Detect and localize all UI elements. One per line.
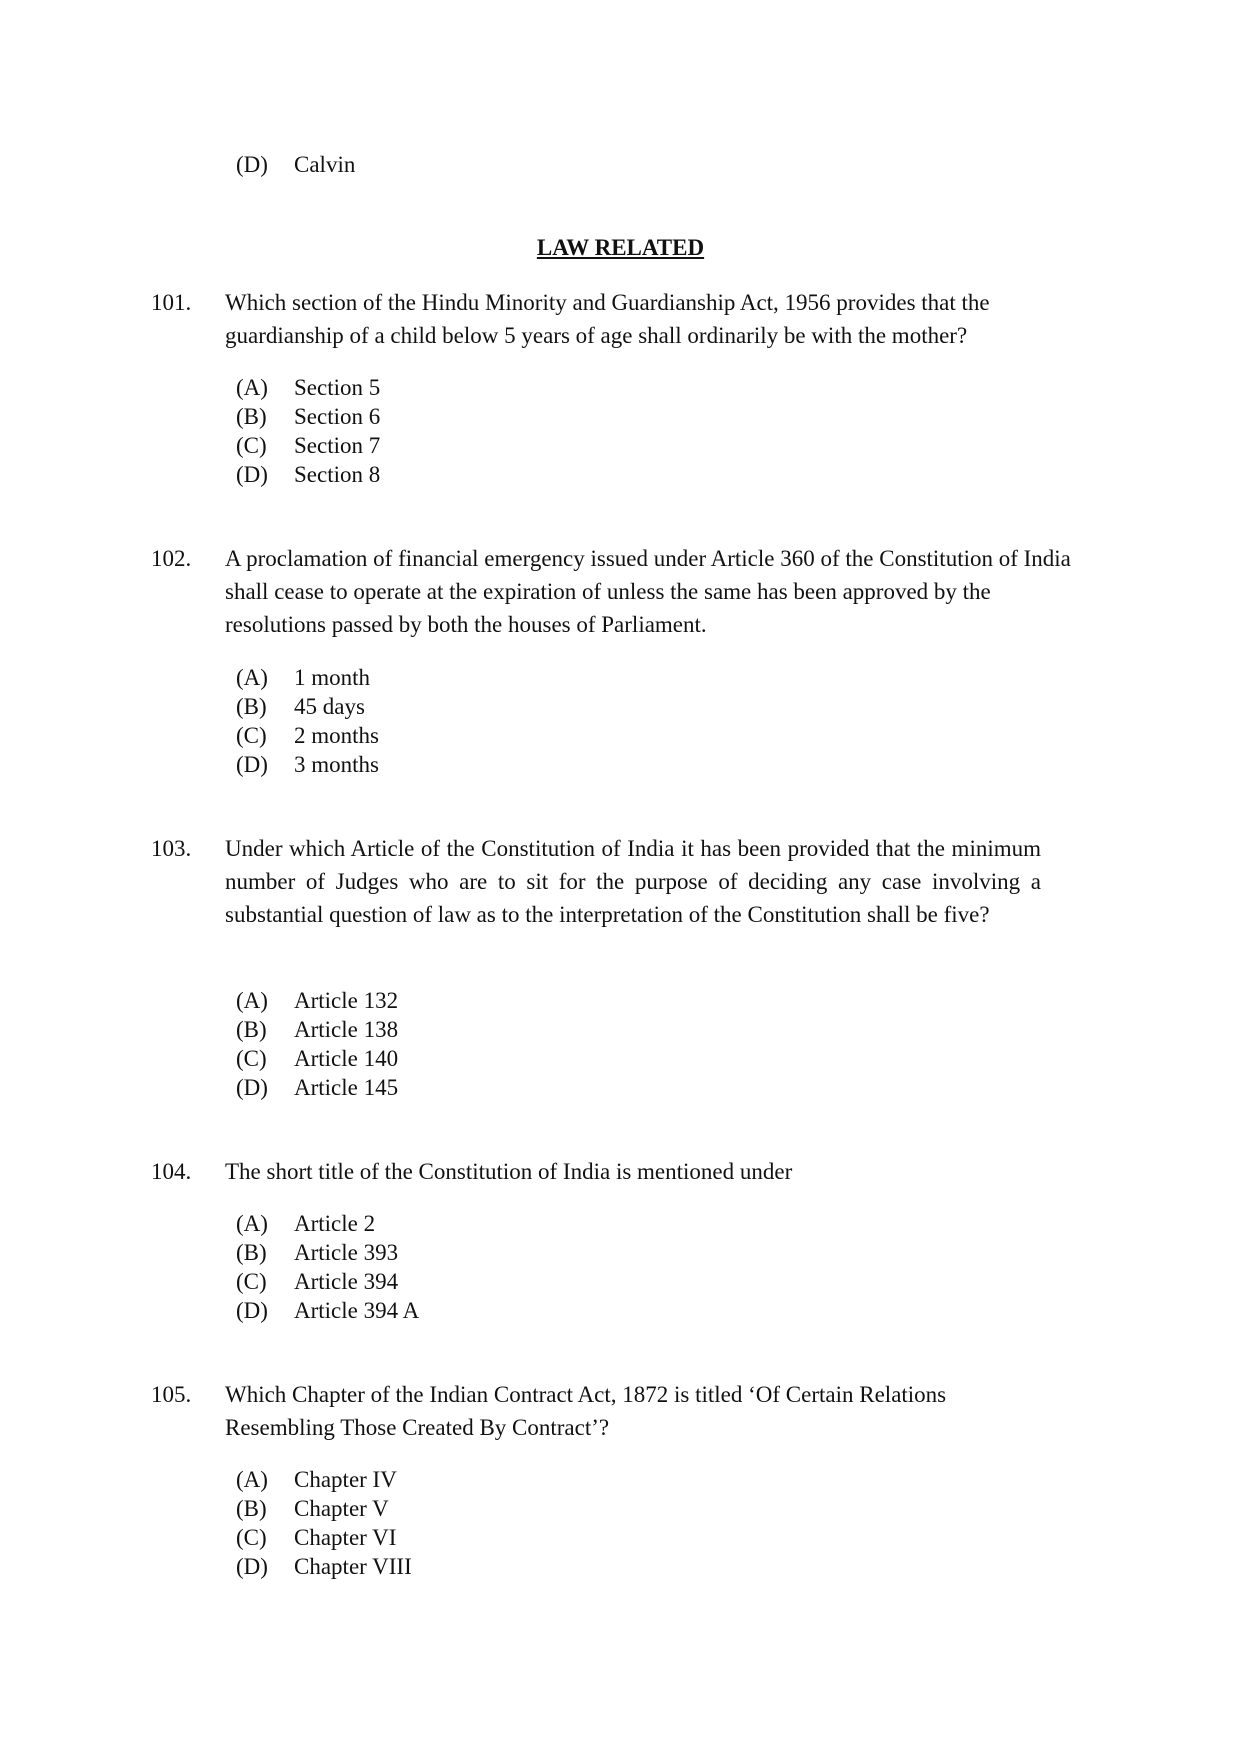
option-text: Chapter V bbox=[294, 1496, 389, 1521]
option-letter: (A) bbox=[236, 665, 268, 690]
question-number: 104. bbox=[151, 1159, 192, 1184]
question-number: 101. bbox=[151, 290, 192, 315]
question-text: Which Chapter of the Indian Contract Act, 1872 is titled ‘Of Certain Relations Resembling Those Created By Contract’? bbox=[225, 1382, 947, 1440]
question-number: 102. bbox=[151, 546, 192, 571]
option-letter: (D) bbox=[236, 152, 268, 177]
option-text: 1 month bbox=[294, 665, 371, 690]
question-text: Which section of the Hindu Minority and Guardianship Act, 1956 provides that the guardianship of a child below 5 years of age shall ordinarily be with the mother? bbox=[225, 290, 990, 348]
option-letter: (B) bbox=[236, 404, 267, 429]
question-text: A proclamation of financial emergency issued under Article 360 of the Constitution of India shall cease to operate at the expiration of unless the same has been approved by the resolutions passed by both the houses of Parliament. bbox=[225, 546, 1071, 637]
option-text: 45 days bbox=[294, 694, 365, 719]
option-letter: (D) bbox=[236, 1075, 268, 1100]
option-text: Article 2 bbox=[294, 1211, 376, 1236]
option-letter: (A) bbox=[236, 1211, 268, 1236]
question-number: 103. bbox=[151, 836, 192, 861]
option-letter: (D) bbox=[236, 752, 268, 777]
option-letter: (C) bbox=[236, 1046, 267, 1071]
option-letter: (A) bbox=[236, 375, 268, 400]
option-letter: (B) bbox=[236, 694, 267, 719]
option-text: Article 132 bbox=[294, 988, 399, 1013]
option-letter: (D) bbox=[236, 462, 268, 487]
option-letter: (B) bbox=[236, 1496, 267, 1521]
option-letter: (C) bbox=[236, 1269, 267, 1294]
question-text: The short title of the Constitution of India is mentioned under bbox=[225, 1159, 793, 1184]
option-text: Article 394 bbox=[294, 1269, 399, 1294]
option-letter: (C) bbox=[236, 723, 267, 748]
option-text: Chapter IV bbox=[294, 1467, 397, 1492]
option-letter: (B) bbox=[236, 1240, 267, 1265]
option-text: Article 145 bbox=[294, 1075, 399, 1100]
option-text: Section 6 bbox=[294, 404, 381, 429]
option-letter: (B) bbox=[236, 1017, 267, 1042]
option-letter: (C) bbox=[236, 433, 267, 458]
section-heading: LAW RELATED bbox=[536, 235, 705, 260]
option-text: Section 5 bbox=[294, 375, 381, 400]
option-text: Article 394 A bbox=[294, 1298, 420, 1323]
option-text: Article 140 bbox=[294, 1046, 399, 1071]
option-text: Section 8 bbox=[294, 462, 381, 487]
question-number: 105. bbox=[151, 1382, 192, 1407]
option-text: Section 7 bbox=[294, 433, 381, 458]
option-letter: (D) bbox=[236, 1298, 268, 1323]
option-text: 2 months bbox=[294, 723, 379, 748]
option-text: Calvin bbox=[294, 152, 356, 177]
option-letter: (A) bbox=[236, 988, 268, 1013]
option-text: Article 138 bbox=[294, 1017, 399, 1042]
option-text: 3 months bbox=[294, 752, 379, 777]
option-text: Article 393 bbox=[294, 1240, 399, 1265]
option-letter: (D) bbox=[236, 1554, 268, 1579]
option-letter: (A) bbox=[236, 1467, 268, 1492]
question-text: Under which Article of the Constitution of India it has been provided that the minimum number of Judges who are to sit for the purpose of deciding any case involving a substantial question of law as to the interpretation of the Constitution shall be five? bbox=[225, 836, 1041, 927]
option-letter: (C) bbox=[236, 1525, 267, 1550]
option-text: Chapter VI bbox=[294, 1525, 397, 1550]
option-text: Chapter VIII bbox=[294, 1554, 412, 1579]
